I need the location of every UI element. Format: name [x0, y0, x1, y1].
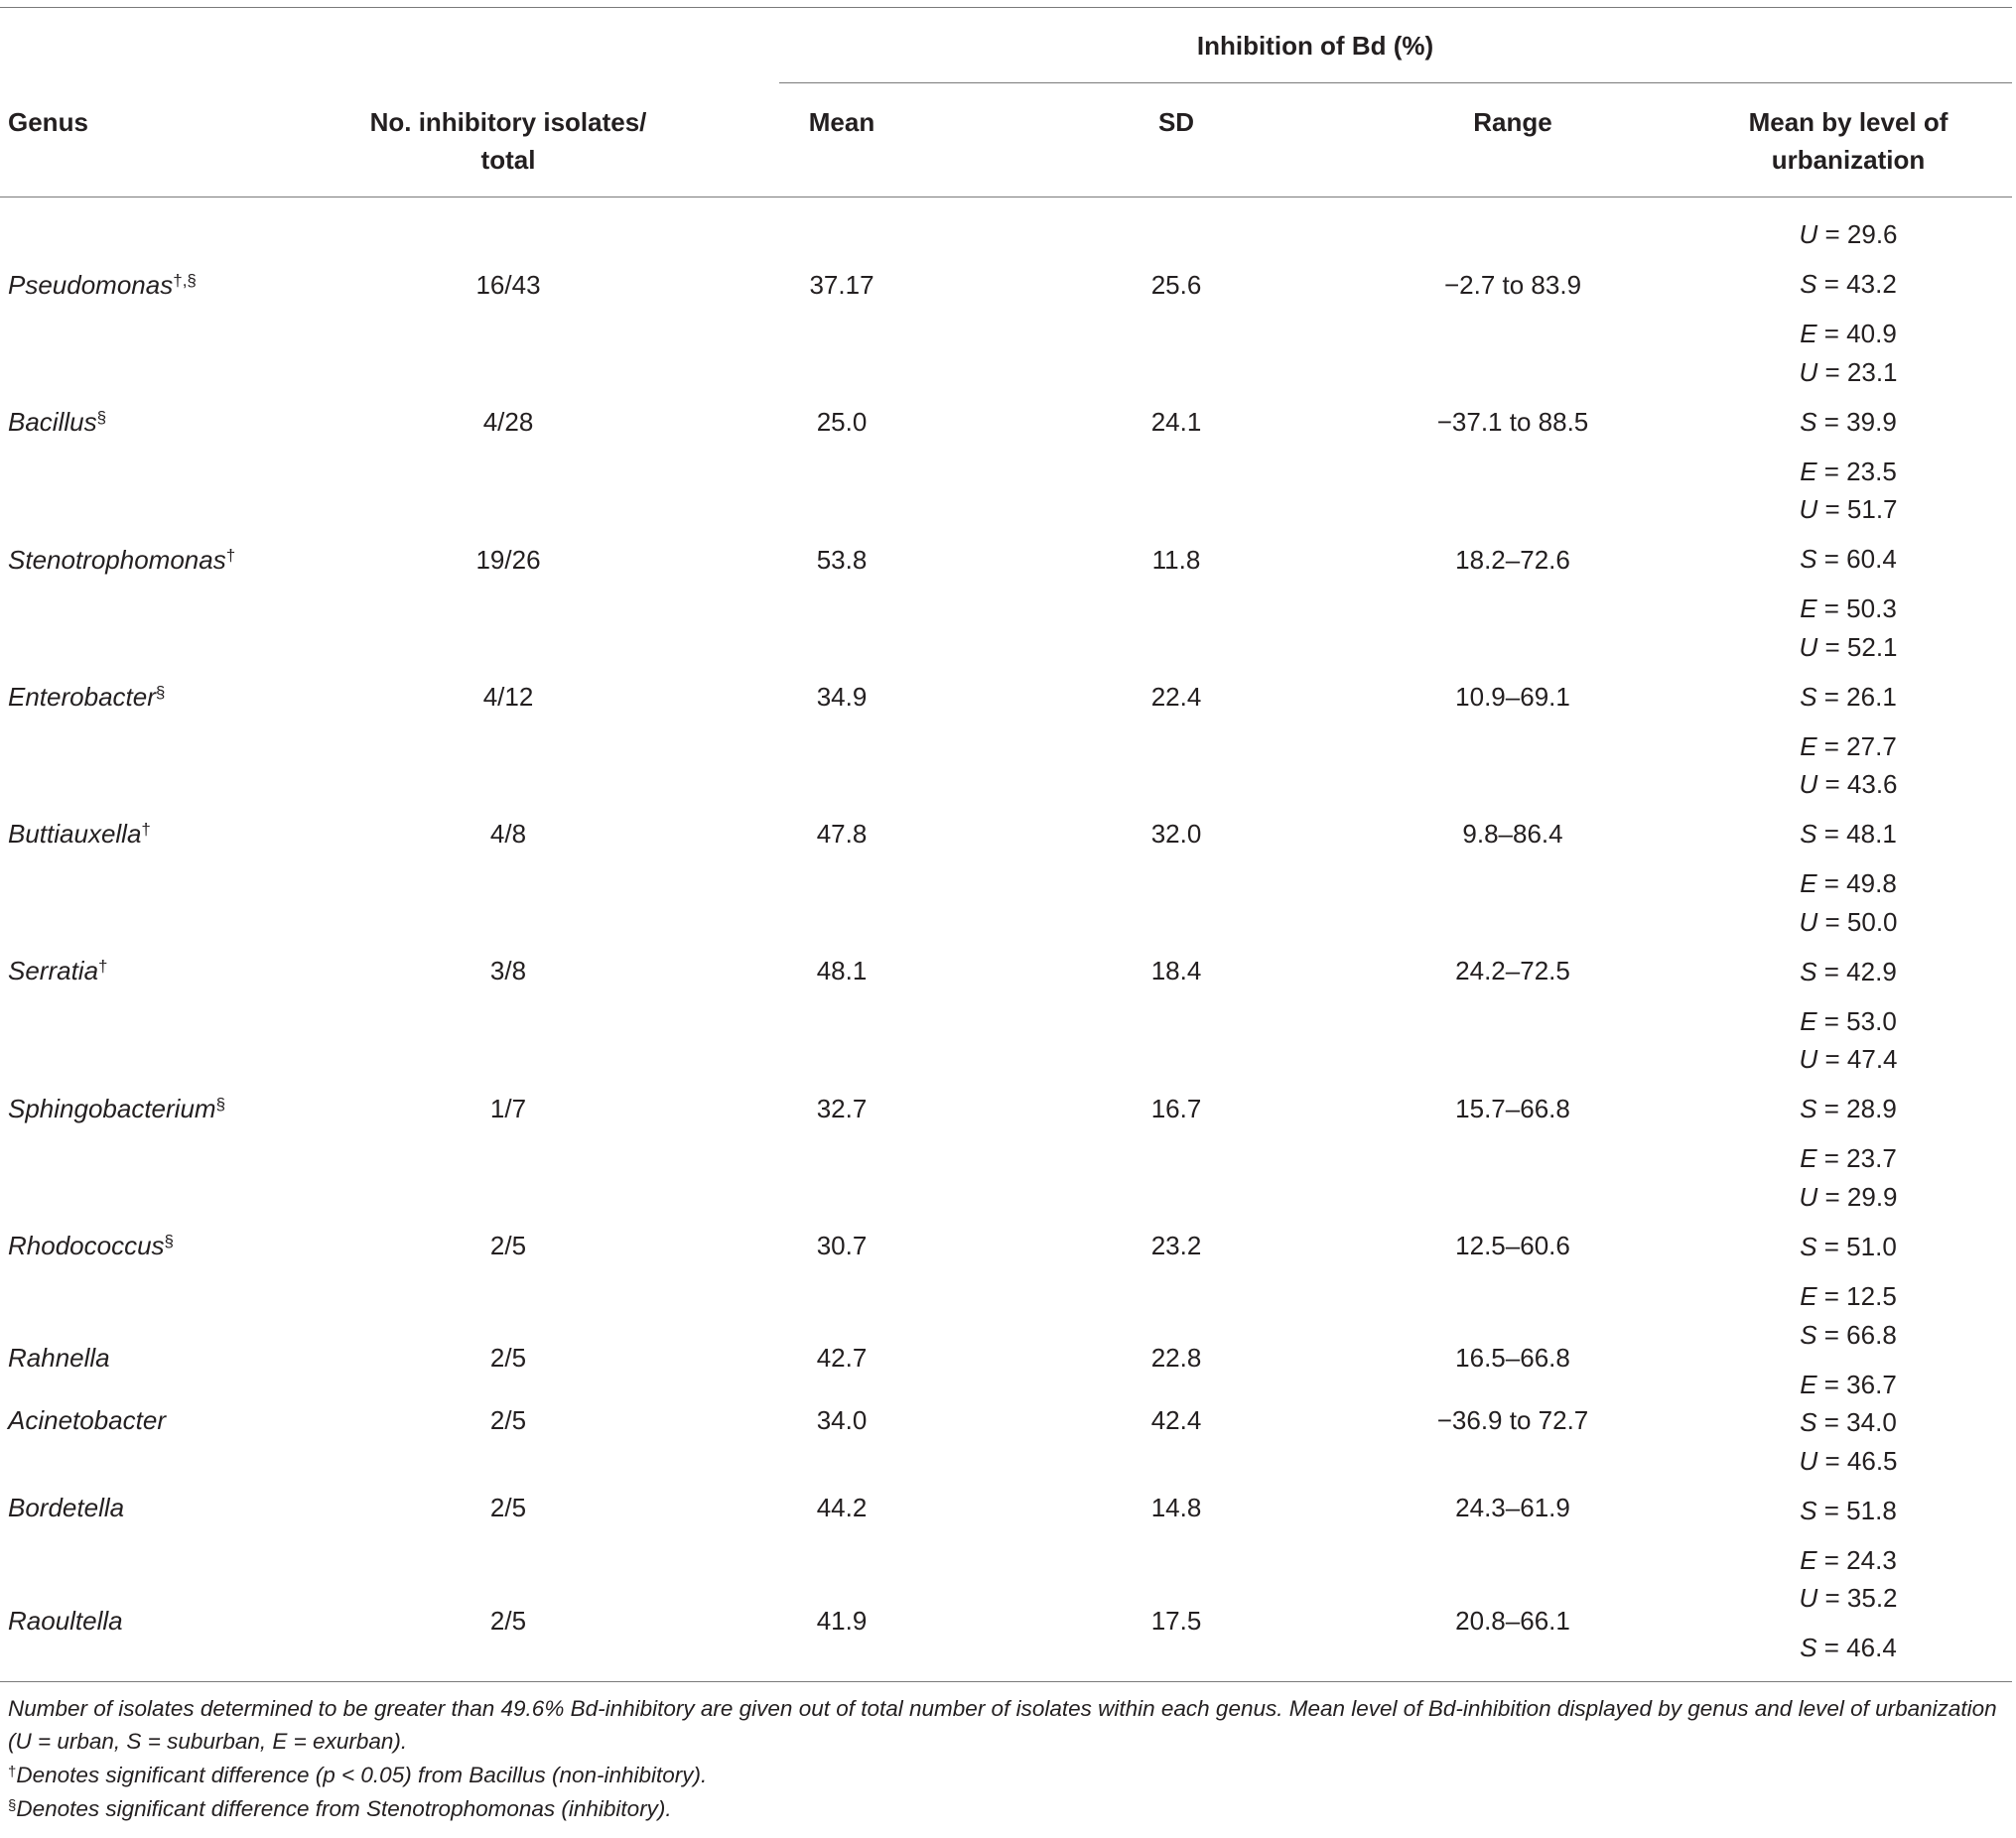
- mean-cell: 41.9: [816, 1606, 868, 1636]
- isolates-cell: 2/5: [489, 1493, 527, 1522]
- urbanization-level-value: [1800, 1142, 1897, 1174]
- urbanization-level-value: [1800, 867, 1897, 899]
- urbanization-level-value: [1800, 1280, 1897, 1312]
- genus-cell: [8, 1342, 110, 1374]
- genus-name: Bordetella: [8, 1493, 125, 1522]
- genus-name: Acinetobacter: [8, 1405, 166, 1435]
- isolates-cell: 2/5: [489, 1606, 527, 1636]
- significance-mark: †: [98, 957, 108, 976]
- sd-cell: 17.5: [1150, 1606, 1202, 1636]
- urbanization-level-key: S: [1800, 819, 1817, 849]
- range-cell: 24.3–61.9: [1455, 1493, 1570, 1522]
- urbanization-level-key: E: [1800, 1281, 1817, 1311]
- genus-name: Buttiauxella: [8, 819, 142, 849]
- urbanization-level-mean: = 47.4: [1817, 1044, 1898, 1074]
- urbanization-level-mean: = 46.5: [1817, 1446, 1898, 1476]
- urbanization-level-mean: = 12.5: [1816, 1281, 1897, 1311]
- isolates-cell: 2/5: [489, 1405, 527, 1435]
- urbanization-level-value: [1800, 818, 1897, 850]
- urbanization-level-value: [1800, 730, 1897, 762]
- significance-mark: †: [225, 546, 236, 565]
- urbanization-level-key: U: [1799, 632, 1818, 662]
- range-cell: −36.9 to 72.7: [1436, 1405, 1589, 1435]
- mean-cell: 42.7: [816, 1343, 868, 1373]
- genus-cell: [8, 544, 235, 576]
- range-cell: 18.2–72.6: [1455, 545, 1570, 575]
- urbanization-level-key: U: [1799, 219, 1818, 249]
- urbanization-level-value: [1799, 1582, 1897, 1614]
- table-footnote-2: [8, 1759, 2003, 1791]
- significance-mark: †,§: [173, 271, 197, 290]
- urbanization-level-key: S: [1800, 1407, 1817, 1437]
- table-footnote-2-text: Denotes significant difference (p < 0.05) from Bacillus (non-inhibitory).: [16, 1763, 708, 1787]
- range-cell: 9.8–86.4: [1462, 819, 1563, 849]
- sd-cell: 42.4: [1150, 1405, 1202, 1435]
- range-cell: 15.7–66.8: [1455, 1094, 1570, 1123]
- genus-name: Rahnella: [8, 1343, 110, 1373]
- urbanization-level-mean: = 36.7: [1816, 1370, 1897, 1399]
- table-footnote-1: Number of isolates determined to be greater than 49.6% Bd-inhibitory are given out of total number of isolates within each genus. Mean level of Bd-inhibition displayed by genus and level of urbanization (U = urban, S = suburban, E = exurban).: [8, 1696, 1997, 1754]
- urbanization-level-key: E: [1800, 1545, 1817, 1575]
- urbanization-level-mean: = 50.0: [1817, 907, 1898, 937]
- urbanization-level-value: [1799, 218, 1897, 250]
- urbanization-level-value: [1800, 1093, 1897, 1124]
- group-header-rule: [779, 82, 2012, 83]
- range-cell: 12.5–60.6: [1455, 1231, 1570, 1260]
- column-header-mean-by-level-line2: urbanization: [1771, 145, 1926, 175]
- urbanization-level-value: [1800, 681, 1897, 713]
- urbanization-level-value: [1799, 1043, 1897, 1075]
- urbanization-level-mean: = 50.3: [1816, 593, 1897, 623]
- urbanization-level-key: E: [1800, 731, 1817, 761]
- urbanization-level-key: U: [1799, 1044, 1818, 1074]
- urbanization-level-value: [1800, 956, 1897, 987]
- significance-mark: §: [164, 1232, 175, 1250]
- urbanization-level-mean: = 24.3: [1816, 1545, 1897, 1575]
- urbanization-level-key: E: [1800, 319, 1817, 348]
- urbanization-level-key: U: [1799, 494, 1818, 524]
- isolates-cell: 16/43: [475, 270, 541, 300]
- genus-cell: [8, 1093, 225, 1124]
- urbanization-level-key: S: [1800, 1496, 1817, 1525]
- urbanization-level-value: [1800, 1495, 1897, 1526]
- urbanization-level-mean: = 43.6: [1817, 769, 1898, 799]
- urbanization-level-mean: = 66.8: [1816, 1320, 1897, 1350]
- urbanization-level-key: S: [1800, 1633, 1817, 1662]
- sd-cell: 22.4: [1150, 682, 1202, 712]
- urbanization-level-key: S: [1800, 1320, 1817, 1350]
- urbanization-level-mean: = 27.7: [1816, 731, 1897, 761]
- urbanization-level-key: E: [1800, 1006, 1817, 1036]
- range-cell: −2.7 to 83.9: [1443, 270, 1582, 300]
- genus-name: Stenotrophomonas: [8, 545, 226, 575]
- genus-name: Pseudomonas: [8, 270, 174, 300]
- urbanization-level-key: E: [1800, 1370, 1817, 1399]
- urbanization-level-mean: = 53.0: [1816, 1006, 1897, 1036]
- urbanization-level-value: [1799, 768, 1897, 800]
- urbanization-level-mean: = 23.1: [1817, 357, 1898, 387]
- range-cell: 16.5–66.8: [1455, 1343, 1570, 1373]
- urbanization-level-mean: = 34.0: [1816, 1407, 1897, 1437]
- sd-cell: 18.4: [1150, 956, 1202, 985]
- mean-cell: 37.17: [809, 270, 874, 300]
- urbanization-level-key: S: [1800, 1094, 1817, 1123]
- urbanization-level-key: E: [1800, 593, 1817, 623]
- urbanization-level-mean: = 29.9: [1817, 1182, 1898, 1212]
- urbanization-level-mean: = 23.7: [1816, 1143, 1897, 1173]
- mean-cell: 34.9: [816, 682, 868, 712]
- mean-cell: 32.7: [816, 1094, 868, 1123]
- urbanization-level-value: [1800, 1544, 1897, 1576]
- urbanization-level-key: U: [1799, 357, 1818, 387]
- mean-cell: 47.8: [816, 819, 868, 849]
- significance-mark: §: [155, 683, 166, 702]
- urbanization-level-key: U: [1799, 1446, 1818, 1476]
- urbanization-level-value: [1799, 493, 1897, 525]
- sd-cell: 11.8: [1151, 545, 1201, 575]
- genus-name: Enterobacter: [8, 682, 156, 712]
- isolates-cell: 4/8: [489, 819, 527, 849]
- urbanization-level-key: S: [1800, 682, 1817, 712]
- sd-cell: 23.2: [1150, 1231, 1202, 1260]
- genus-cell: [8, 818, 151, 850]
- urbanization-level-value: [1799, 631, 1897, 663]
- isolates-cell: 4/12: [482, 682, 534, 712]
- urbanization-level-mean: = 46.4: [1816, 1633, 1897, 1662]
- urbanization-level-value: [1800, 1231, 1897, 1262]
- urbanization-level-key: S: [1800, 1232, 1817, 1261]
- significance-mark: §: [215, 1095, 226, 1114]
- genus-name: Rhodococcus: [8, 1231, 165, 1260]
- mean-cell: 48.1: [816, 956, 868, 985]
- range-cell: 24.2–72.5: [1455, 956, 1570, 985]
- sd-cell: 24.1: [1150, 407, 1202, 437]
- range-cell: 10.9–69.1: [1455, 682, 1570, 712]
- urbanization-level-value: [1800, 456, 1897, 487]
- urbanization-level-value: [1800, 1319, 1897, 1351]
- urbanization-level-value: [1799, 906, 1897, 938]
- urbanization-level-value: [1800, 1369, 1897, 1400]
- sd-cell: 32.0: [1150, 819, 1202, 849]
- genus-cell: [8, 1404, 166, 1436]
- genus-name: Raoultella: [8, 1606, 123, 1636]
- genus-cell: [8, 1492, 124, 1523]
- urbanization-level-key: E: [1800, 1143, 1817, 1173]
- urbanization-level-mean: = 51.7: [1817, 494, 1898, 524]
- column-header-sd: SD: [1157, 107, 1195, 137]
- genus-cell: [8, 1605, 123, 1637]
- isolates-cell: 19/26: [475, 545, 541, 575]
- range-cell: 20.8–66.1: [1455, 1606, 1570, 1636]
- mean-cell: 44.2: [816, 1493, 868, 1522]
- urbanization-level-value: [1799, 1181, 1897, 1213]
- table-footnote-3-text: Denotes significant difference from Stenotrophomonas (inhibitory).: [16, 1796, 672, 1821]
- top-rule: [0, 7, 2012, 8]
- urbanization-level-value: [1800, 406, 1897, 438]
- mean-cell: 30.7: [816, 1231, 868, 1260]
- urbanization-level-mean: = 23.5: [1816, 457, 1897, 486]
- range-cell: −37.1 to 88.5: [1436, 407, 1589, 437]
- urbanization-level-value: [1800, 1005, 1897, 1037]
- genus-cell: [8, 681, 165, 713]
- urbanization-level-key: S: [1800, 957, 1817, 986]
- urbanization-level-key: S: [1800, 544, 1817, 574]
- urbanization-level-key: E: [1800, 868, 1817, 898]
- mean-cell: 25.0: [816, 407, 868, 437]
- urbanization-level-value: [1800, 318, 1897, 349]
- column-header-isolates-line1: No. inhibitory isolates/: [369, 107, 647, 137]
- urbanization-level-key: U: [1799, 907, 1818, 937]
- significance-mark: †: [141, 820, 151, 839]
- urbanization-level-mean: = 51.8: [1816, 1496, 1897, 1525]
- table-footnote-3: [8, 1792, 2003, 1825]
- column-header-range: Range: [1473, 107, 1552, 137]
- urbanization-level-mean: = 43.2: [1816, 269, 1897, 299]
- column-header-mean: Mean: [808, 107, 875, 137]
- urbanization-level-mean: = 39.9: [1816, 407, 1897, 437]
- isolates-cell: 3/8: [489, 956, 527, 985]
- sd-cell: 14.8: [1150, 1493, 1202, 1522]
- urbanization-level-mean: = 48.1: [1816, 819, 1897, 849]
- urbanization-level-mean: = 40.9: [1816, 319, 1897, 348]
- urbanization-level-key: S: [1800, 407, 1817, 437]
- urbanization-level-value: [1800, 592, 1897, 624]
- urbanization-level-value: [1799, 1445, 1897, 1477]
- mean-cell: 34.0: [816, 1405, 868, 1435]
- urbanization-level-key: S: [1800, 269, 1817, 299]
- genus-cell: [8, 269, 197, 301]
- urbanization-level-mean: = 52.1: [1817, 632, 1898, 662]
- genus-cell: [8, 406, 106, 438]
- urbanization-level-value: [1799, 356, 1897, 388]
- column-header-genus: Genus: [8, 107, 88, 137]
- urbanization-level-key: U: [1799, 1583, 1818, 1613]
- table-bottom-rule: [0, 1681, 2012, 1682]
- urbanization-level-mean: = 28.9: [1816, 1094, 1897, 1123]
- sd-cell: 25.6: [1150, 270, 1202, 300]
- column-header-isolates-line2: total: [480, 145, 536, 175]
- section-mark: §: [8, 1797, 17, 1814]
- column-header-mean-by-level-line1: Mean by level of: [1748, 107, 1949, 137]
- urbanization-level-mean: = 29.6: [1817, 219, 1898, 249]
- urbanization-level-value: [1800, 1406, 1897, 1438]
- genus-cell: [8, 1230, 174, 1261]
- genus-cell: [8, 955, 108, 986]
- urbanization-level-value: [1800, 1632, 1897, 1663]
- dagger-mark: †: [8, 1764, 17, 1780]
- urbanization-level-value: [1800, 543, 1897, 575]
- isolates-cell: 4/28: [482, 407, 534, 437]
- urbanization-level-key: U: [1799, 1182, 1818, 1212]
- genus-name: Bacillus: [8, 407, 97, 437]
- sd-cell: 16.7: [1150, 1094, 1202, 1123]
- column-header-mean-by-level: [1749, 106, 1949, 176]
- urbanization-level-mean: = 42.9: [1816, 957, 1897, 986]
- urbanization-level-mean: = 60.4: [1816, 544, 1897, 574]
- urbanization-level-key: U: [1799, 769, 1818, 799]
- urbanization-level-value: [1800, 268, 1897, 300]
- column-header-isolates: [370, 106, 647, 176]
- sd-cell: 22.8: [1150, 1343, 1202, 1373]
- urbanization-level-mean: = 51.0: [1816, 1232, 1897, 1261]
- isolates-cell: 2/5: [489, 1343, 527, 1373]
- urbanization-level-key: E: [1800, 457, 1817, 486]
- mean-cell: 53.8: [816, 545, 868, 575]
- isolates-cell: 2/5: [489, 1231, 527, 1260]
- inhibition-group-header: Inhibition of Bd (%): [1196, 31, 1434, 61]
- urbanization-level-mean: = 26.1: [1816, 682, 1897, 712]
- urbanization-level-mean: = 49.8: [1816, 868, 1897, 898]
- urbanization-level-mean: = 35.2: [1817, 1583, 1898, 1613]
- genus-name: Sphingobacterium: [8, 1094, 216, 1123]
- genus-name: Serratia: [8, 956, 99, 985]
- isolates-cell: 1/7: [489, 1094, 527, 1123]
- significance-mark: §: [96, 408, 107, 427]
